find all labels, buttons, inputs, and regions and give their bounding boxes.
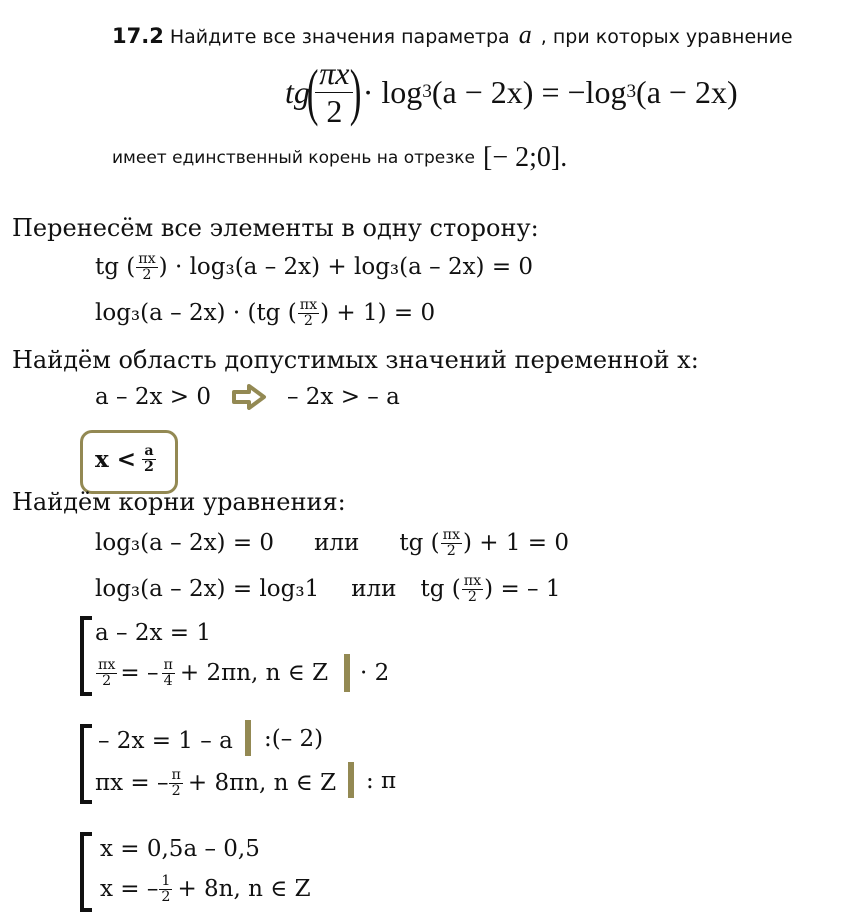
l4-tg: tg ( [399, 530, 440, 557]
l4-den: 2 [446, 542, 456, 559]
l5-num: πx [463, 573, 482, 589]
l2-part-a: log₃(a – 2x) · (tg ( [95, 300, 297, 327]
s3-tail: + 8n, n ∈ Z [177, 876, 311, 902]
l4-fraction [441, 528, 462, 559]
line-5 [95, 574, 560, 605]
task-header [112, 20, 793, 50]
s3-frac [159, 874, 172, 905]
l3-left: a – 2x > 0 [95, 384, 211, 410]
s3-left: x = – [100, 876, 159, 902]
l5-fraction [462, 574, 483, 605]
l2-den: 2 [303, 312, 313, 329]
l1-part-b: ) · log₃(a – 2x) + log₃(a – 2x) = 0 [158, 254, 534, 281]
l3-right: – 2x > – a [286, 384, 400, 410]
l1-part-a: tg ( [95, 254, 136, 281]
l5-or: или [351, 576, 397, 603]
s3-num: 1 [161, 872, 171, 889]
s1-den2: 4 [163, 672, 173, 689]
heading-roots: Найдём корни уравнения: [12, 488, 346, 516]
line-2 [95, 298, 435, 329]
s2-divider-2 [348, 762, 354, 798]
s1-frac-2 [162, 658, 175, 689]
s1-tail: + 2πn, n ∈ Z [179, 660, 329, 686]
system-1-row-2 [95, 650, 328, 696]
system-1-row-1: a – 2x = 1 [95, 620, 211, 646]
l5-tg: tg ( [420, 576, 461, 603]
eq-rest: · log [362, 73, 423, 110]
odz-result [95, 436, 157, 482]
system-3-bracket [80, 832, 84, 912]
l1-num: πx [138, 251, 156, 267]
system-1-bracket [80, 616, 84, 696]
s2-left: πx = – [95, 770, 169, 796]
s1-den1: 2 [102, 672, 112, 689]
l2-num: πx [299, 297, 318, 313]
s2-tail: + 8πn, n ∈ Z [187, 770, 337, 796]
s2-divisor-1: :(– 2) [264, 726, 324, 752]
eq-num: πx [315, 55, 353, 93]
odz-num: a [144, 442, 154, 459]
s1-num2: π [163, 656, 173, 673]
task-number: 17.2 [112, 24, 164, 48]
odz-den: 2 [144, 458, 154, 475]
l5-left: log₃(a – 2x) = log₃1 [95, 576, 320, 603]
line-3 [95, 384, 400, 410]
s2-frac [169, 768, 182, 799]
eq-rparen: ) [350, 56, 362, 127]
eq-den: 2 [326, 92, 343, 129]
eq-base2: 3 [626, 81, 637, 102]
eq-tg: tg [285, 73, 310, 110]
heading-move: Перенесём все элементы в одну сторону: [12, 214, 539, 242]
l4-right: ) + 1 = 0 [463, 530, 570, 557]
arrow-right-icon [231, 384, 267, 410]
odz-fraction [142, 444, 156, 475]
task-prompt: Найдите все значения параметра [169, 26, 510, 48]
heading-odz: Найдём область допустимых значений переменной x: [12, 346, 699, 374]
s1-mid: = – [120, 660, 159, 686]
l1-den: 2 [142, 266, 152, 283]
system-2-row-1: – 2x = 1 – a [98, 728, 233, 754]
l4-or: или [314, 530, 360, 557]
s2-divisor-2: : π [366, 768, 397, 794]
system-2-row-2 [95, 760, 336, 806]
condition-text: имеет единственный корень на отрезке [112, 148, 476, 168]
s2-num: π [171, 766, 181, 783]
line-4 [95, 528, 569, 559]
s3-den: 2 [161, 888, 171, 905]
l5-right: ) = – 1 [484, 576, 561, 603]
interval: [− 2;0]. [483, 142, 568, 173]
s1-divider [344, 654, 350, 692]
eq-base: 3 [422, 81, 432, 102]
l2-fraction [298, 298, 319, 329]
line-1 [95, 252, 533, 283]
l4-left: log₃(a – 2x) = 0 [95, 530, 275, 557]
l4-num: πx [442, 527, 460, 543]
eq-arg1: (a − 2x) = −log [431, 73, 627, 110]
task-equation [285, 52, 738, 132]
param-a: a [518, 20, 532, 49]
l5-den: 2 [467, 588, 477, 605]
s1-multiplier: · 2 [360, 660, 390, 686]
system-3-row-1: x = 0,5a – 0,5 [100, 836, 260, 862]
l2-part-b: ) + 1) = 0 [320, 300, 436, 327]
eq-lparen: ( [306, 56, 319, 127]
s1-frac-1 [96, 658, 117, 689]
s1-num1: πx [98, 656, 116, 673]
task-prompt-2: , при которых уравнение [540, 26, 793, 48]
task-condition [112, 142, 567, 174]
l1-fraction [136, 252, 157, 283]
system-3-row-2 [100, 866, 311, 912]
eq-arg2: (a − 2x) [636, 73, 738, 110]
eq-fraction [315, 55, 353, 130]
s2-den: 2 [171, 782, 181, 799]
s2-divider-1 [245, 720, 251, 756]
odz-left: x < [95, 445, 136, 473]
system-2-bracket [80, 724, 84, 804]
